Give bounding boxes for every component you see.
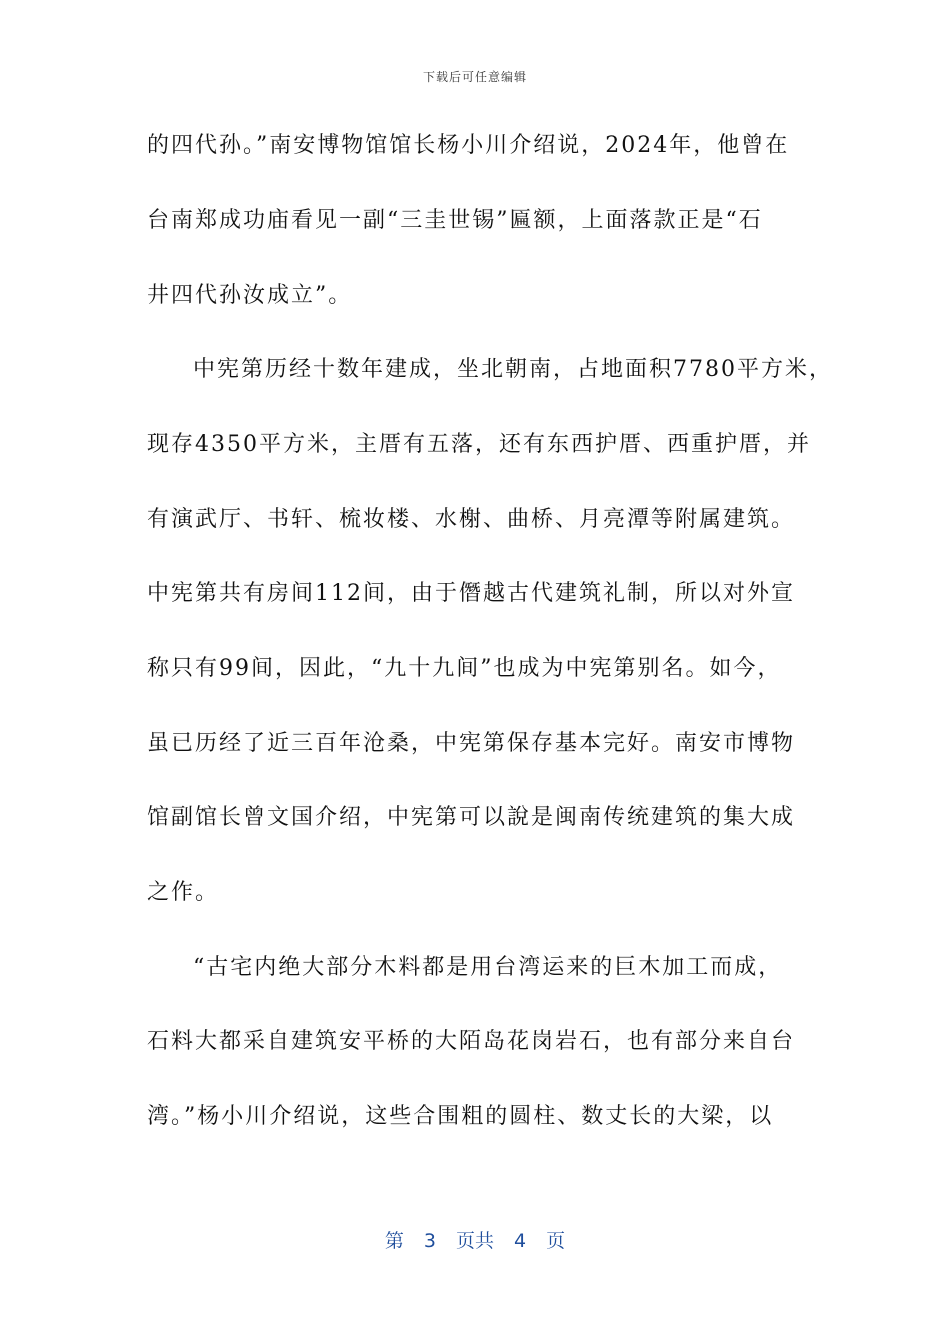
paragraph-start-line: 中宪第历经十数年建成，坐北朝南，占地面积7780平方米，: [193, 357, 833, 382]
current-page-number: 3: [423, 1230, 436, 1252]
text-line: 虽已历经了近三百年沧桑，中宪第保存基本完好。南安市博物: [147, 731, 796, 756]
text-line: 石料大都采自建筑安平桥的大陌岛花岗岩石，也有部分来自台: [147, 1029, 796, 1054]
text-line: 井四代孙汝成立”。: [147, 283, 353, 308]
text-line: 现存4350平方米，主厝有五落，还有东西护厝、西重护厝，并: [147, 432, 811, 457]
footer-middle: 页共: [455, 1230, 494, 1252]
footer-prefix: 第: [384, 1230, 404, 1252]
text-line: 的四代孙。”南安博物馆馆长杨小川介绍说，2024年，他曾在: [147, 133, 790, 158]
text-line: 称只有99间，因此，“九十九间”也成为中宪第别名。如今，: [147, 656, 782, 681]
text-line: 中宪第共有房间112间，由于僭越古代建筑礼制，所以对外宣: [147, 581, 795, 606]
paragraph-start-line: “古宅内绝大部分木料都是用台湾运来的巨木加工而成，: [193, 955, 783, 980]
text-line: 之作。: [147, 880, 220, 905]
text-line: 台南郑成功庙看见一副“三圭世锡”匾额，上面落款正是“石: [147, 208, 763, 233]
page-number-footer: [0, 1226, 950, 1253]
text-line: 有演武厅、书轩、梳妆楼、水榭、曲桥、月亮潭等附属建筑。: [147, 507, 796, 532]
page-header-note: 下载后可任意编辑: [422, 70, 527, 84]
text-line: 馆副馆长曾文国介绍，中宪第可以說是闽南传统建筑的集大成: [147, 805, 796, 830]
total-page-number: 4: [514, 1230, 527, 1252]
text-line: 湾。”杨小川介绍说，这些合围粗的圆柱、数丈长的大梁，以: [147, 1104, 774, 1129]
footer-suffix: 页: [546, 1230, 566, 1252]
